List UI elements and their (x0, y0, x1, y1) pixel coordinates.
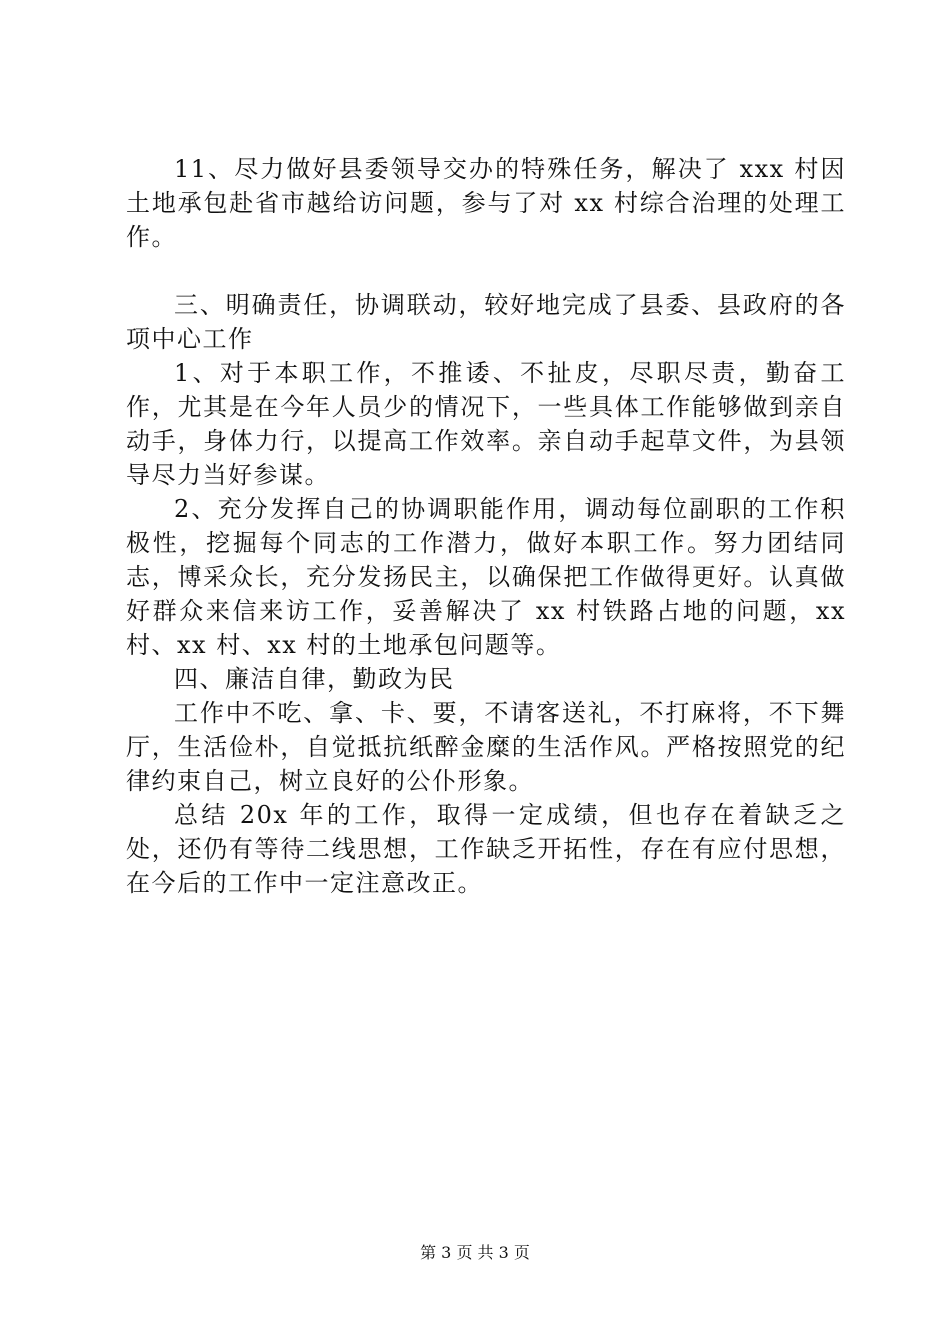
paragraph-summary: 总结 20x 年的工作，取得一定成绩，但也存在着缺乏之处，还仍有等待二线思想，工作缺乏开拓性，存在有应付思想，在今后的工作中一定注意改正。 (126, 801, 846, 897)
section-heading-4: 四、廉洁自律，勤政为民 (174, 665, 455, 693)
paragraph-item-2: 2、充分发挥自己的协调职能作用，调动每位副职的工作积极性，挖掘每个同志的工作潜力，做好本职工作。努力团结同志，博采众长，充分发扬民主，以确保把工作做得更好。认真做好群众来信来访工作，妥善解决了 xx 村铁路占地的问题，xx 村、xx 村、xx 村的土地承包问题等。 (126, 495, 846, 659)
paragraph-integrity: 工作中不吃、拿、卡、要，不请客送礼，不打麻将，不下舞厅，生活俭朴，自觉抵抗纸醉金糜的生活作风。严格按照党的纪律约束自己，树立良好的公仆形象。 (126, 699, 846, 795)
document-body (126, 152, 846, 900)
paragraph-item-11: 11、尽力做好县委领导交办的特殊任务，解决了 xxx 村因土地承包赴省市越给访问题，参与了对 xx 村综合治理的处理工作。 (126, 155, 846, 251)
page-number-footer: 第 3 页 共 3 页 (420, 1243, 530, 1262)
section-heading-3: 三、明确责任，协调联动，较好地完成了县委、县政府的各项中心工作 (126, 291, 846, 353)
paragraph-item-1: 1、对于本职工作，不推诿、不扯皮，尽职尽责，勤奋工作，尤其是在今年人员少的情况下，一些具体工作能够做到亲自动手，身体力行，以提高工作效率。亲自动手起草文件，为县领导尽力当好参谋。 (126, 359, 846, 489)
